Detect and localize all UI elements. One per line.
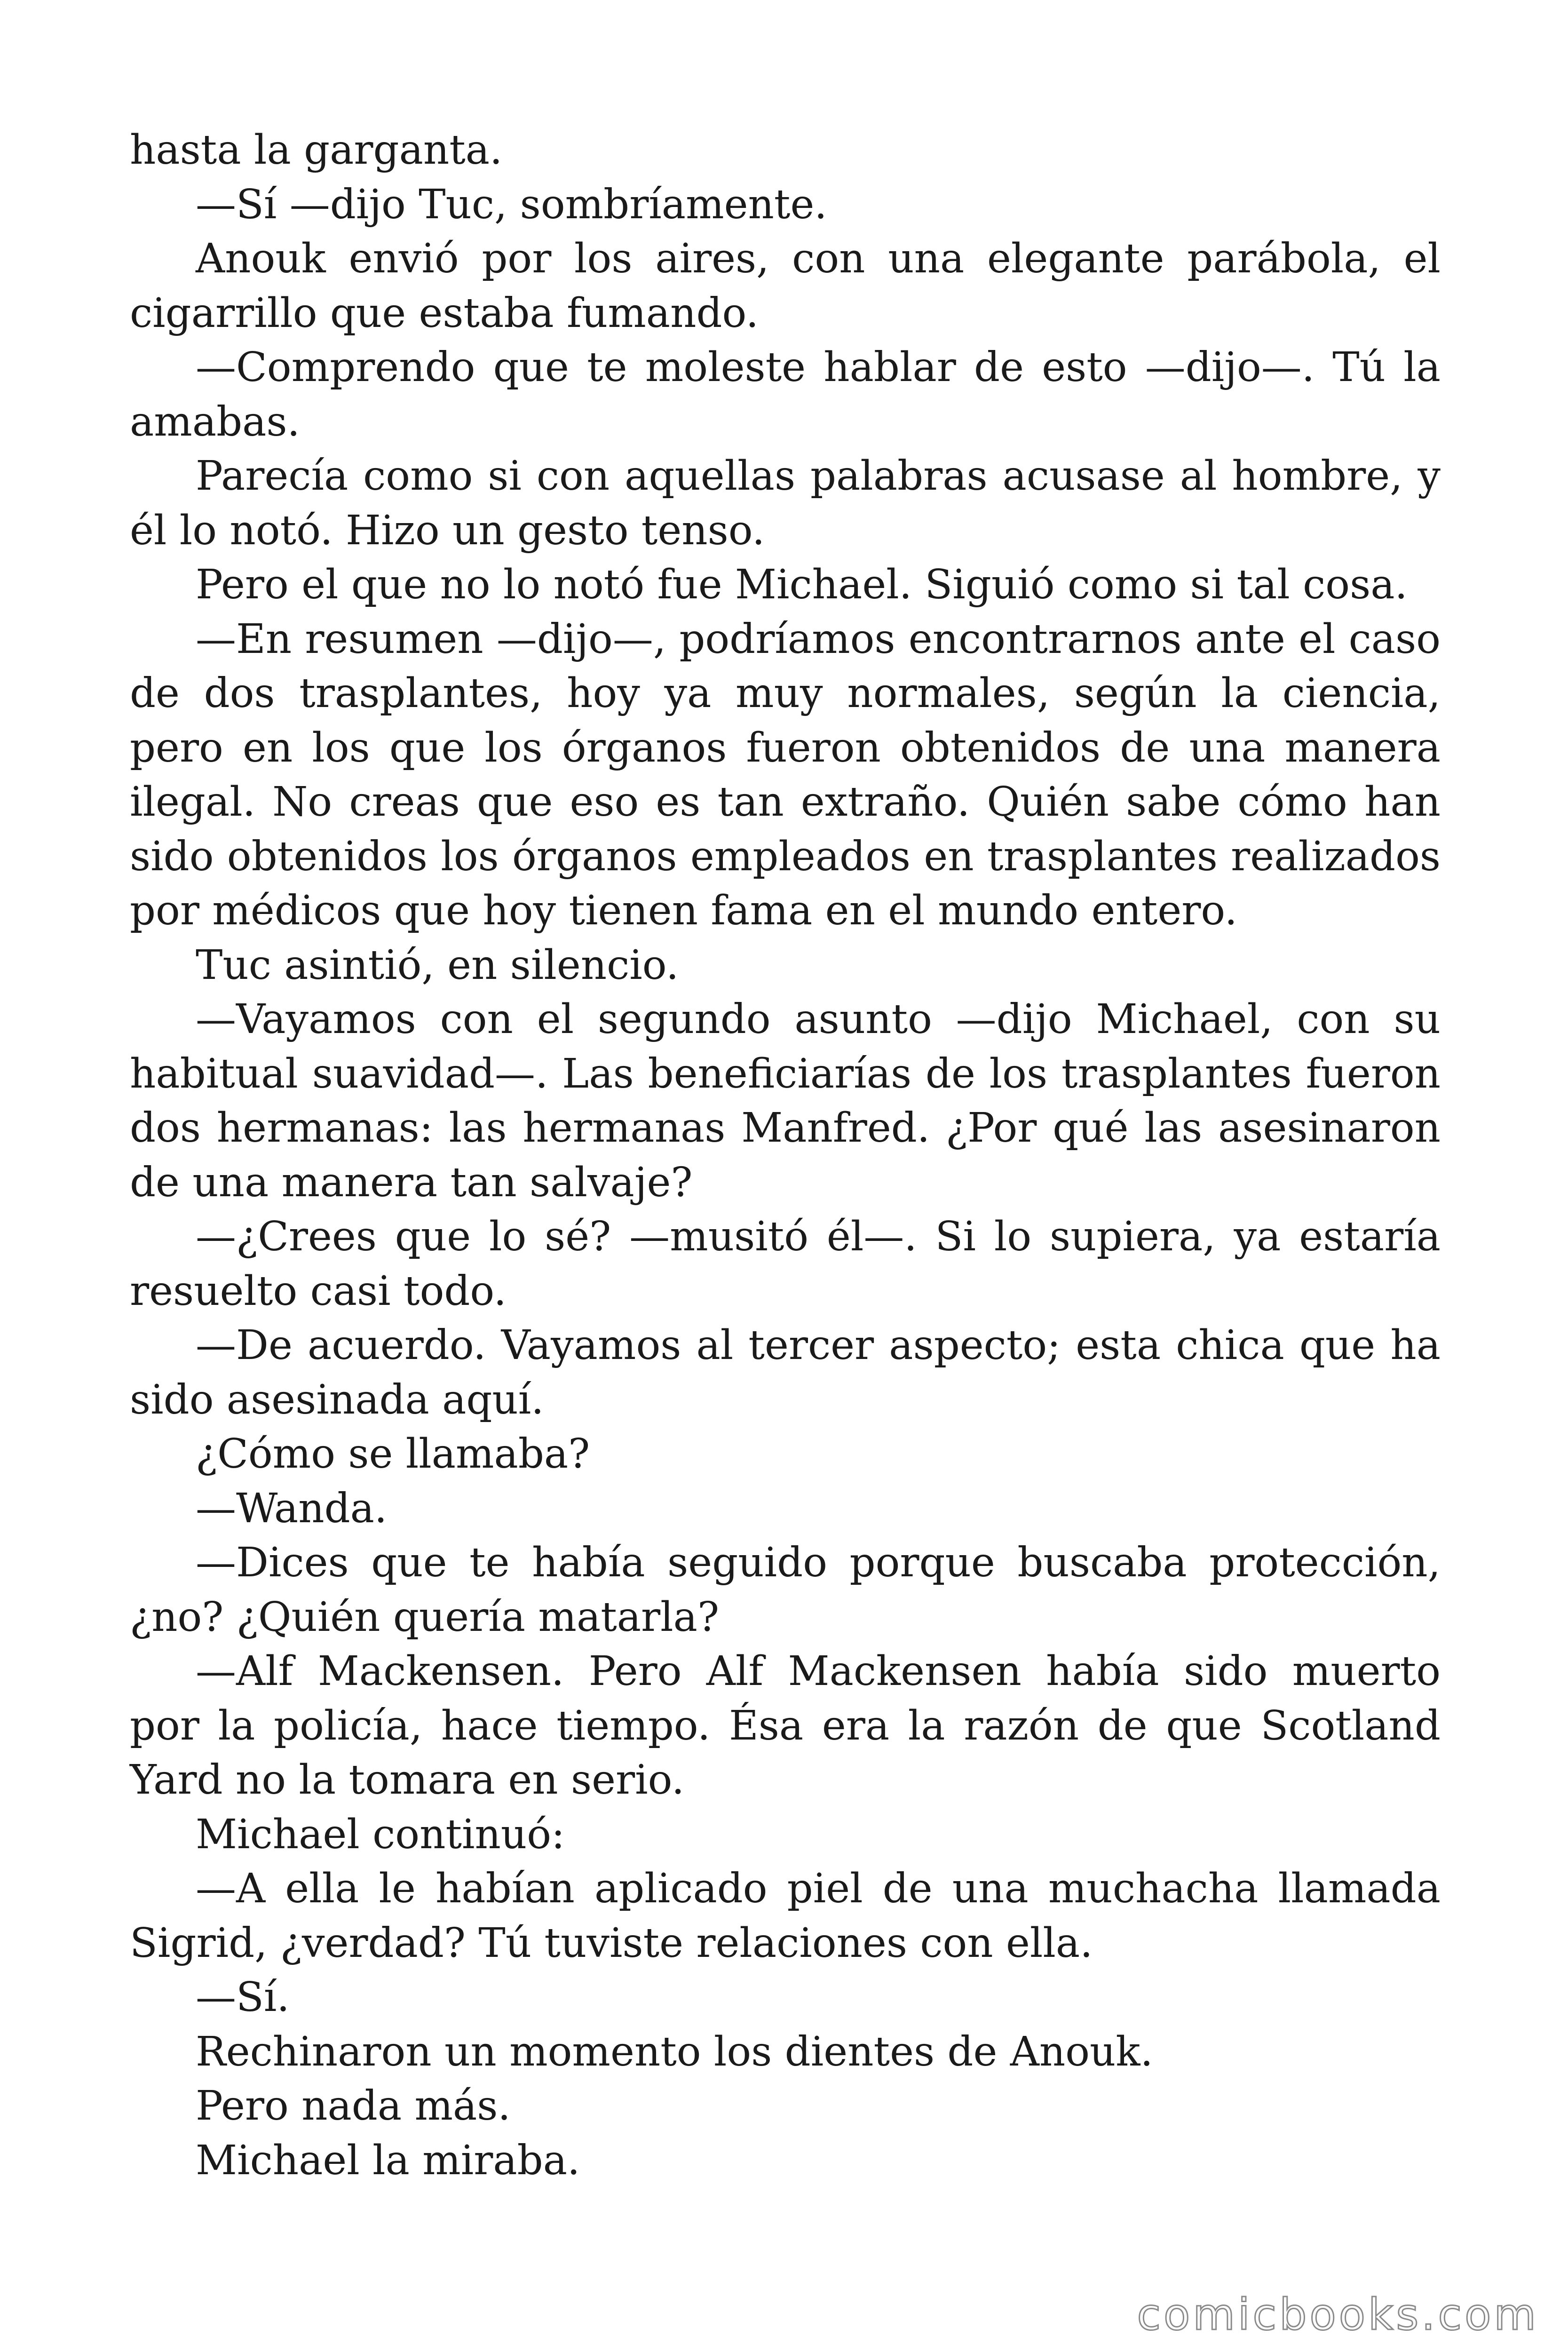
paragraph: —En resumen —dijo—, podríamos encontrarnos ante el caso de dos trasplantes, hoy ya muy normales, según la ciencia, pero en los que los órganos fueron obtenidos de una manera ilegal. No creas que eso es tan extraño. Quién sabe cómo han sido obtenidos los órganos empleados en trasplantes realizados por médicos que hoy tienen fama en el mundo entero. [130, 615, 1441, 934]
paragraph: —A ella le habían aplicado piel de una muchacha llamada Sigrid, ¿verdad? Tú tuviste relaciones con ella. [130, 1865, 1441, 1967]
paragraph: Pero nada más. [196, 2082, 511, 2130]
paragraph: —Comprendo que te moleste hablar de esto —dijo—. Tú la amabas. [130, 344, 1441, 445]
paragraph: —Alf Mackensen. Pero Alf Mackensen había sido muerto por la policía, hace tiempo. Ésa era la razón de que Scotland Yard no la tomara en serio. [130, 1648, 1441, 1804]
watermark-text: comicbooks.com [1137, 2289, 1539, 2340]
paragraph: Anouk envió por los aires, con una elegante parábola, el cigarrillo que estaba fumando. [130, 235, 1441, 337]
body-text [130, 123, 1441, 2188]
paragraph: Michael continuó: [196, 1811, 565, 1858]
paragraph: —Sí. [196, 1974, 290, 2021]
paragraph: ¿Cómo se llamaba? [196, 1430, 590, 1478]
paragraph: Rechinaron un momento los dientes de Anouk. [196, 2028, 1153, 2075]
paragraph: Pero el que no lo notó fue Michael. Siguió como si tal cosa. [196, 561, 1408, 608]
paragraph: —Dices que te había seguido porque buscaba protección, ¿no? ¿Quién quería matarla? [130, 1539, 1441, 1641]
paragraph: —Vayamos con el segundo asunto —dijo Michael, con su habitual suavidad—. Las beneficiarías de los trasplantes fueron dos hermanas: las hermanas Manfred. ¿Por qué las asesinaron de una manera tan salvaje? [130, 996, 1441, 1206]
paragraph: —Sí —dijo Tuc, sombríamente. [196, 181, 827, 228]
paragraph: Tuc asintió, en silencio. [196, 941, 679, 989]
paragraph: —De acuerdo. Vayamos al tercer aspecto; esta chica que ha sido asesinada aquí. [130, 1322, 1441, 1423]
paragraph: Parecía como si con aquellas palabras acusase al hombre, y él lo notó. Hizo un gesto tenso. [130, 453, 1441, 554]
paragraph: —Wanda. [196, 1485, 388, 1532]
paragraph: —¿Crees que lo sé? —musitó él—. Si lo supiera, ya estaría resuelto casi todo. [130, 1213, 1441, 1315]
paragraph: Michael la miraba. [196, 2137, 580, 2184]
paragraph: hasta la garganta. [130, 127, 503, 174]
